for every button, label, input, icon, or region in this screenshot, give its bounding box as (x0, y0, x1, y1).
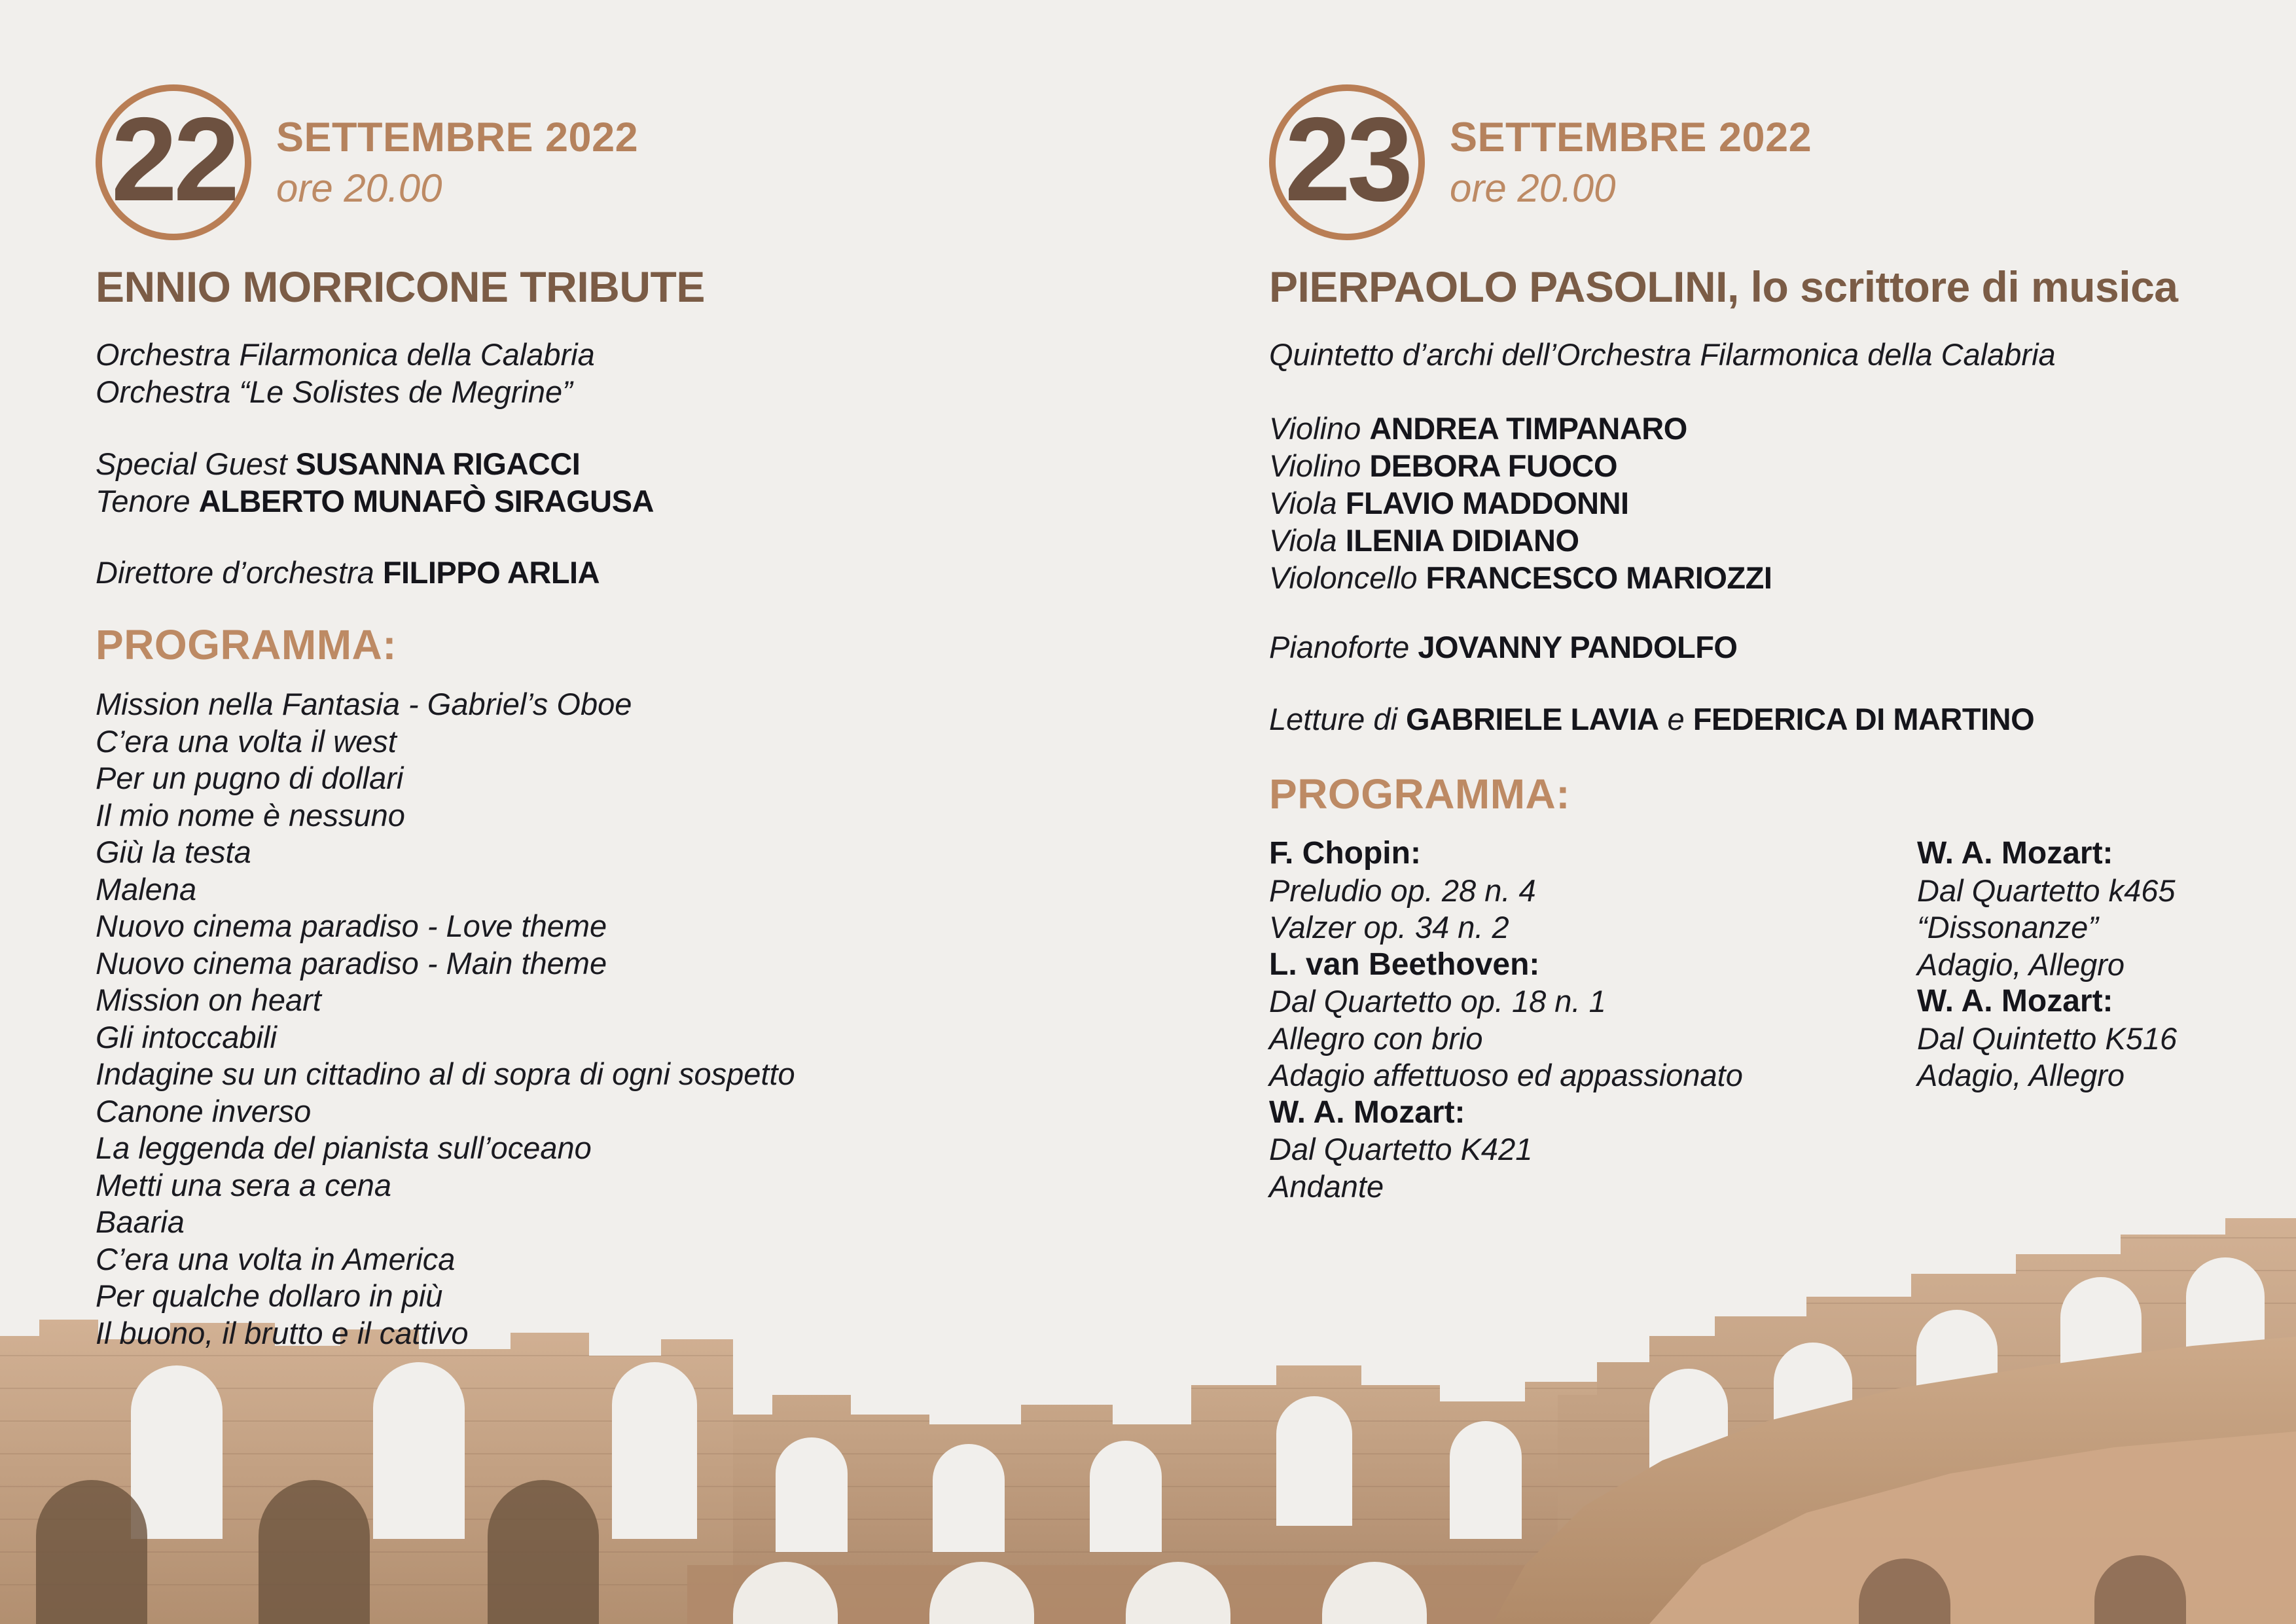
program-item: Metti una sera a cena (96, 1167, 391, 1202)
credit-name: JOVANNY PANDOLFO (1418, 630, 1738, 664)
credit-line (1269, 447, 2296, 484)
date-day: 23 (1284, 92, 1410, 226)
program-item: Mission on heart (96, 983, 321, 1017)
credit-name: SUSANNA RIGACCI (295, 446, 581, 481)
ensembles (96, 336, 1156, 410)
quintet-credits (1269, 410, 2296, 596)
credit-role: Tenore (96, 484, 190, 518)
work: Valzer op. 34 n. 2 (1269, 910, 1509, 945)
credit-role: Violino (1269, 411, 1361, 446)
event-title: PIERPAOLO PASOLINI, lo scrittore di musica (1269, 262, 2178, 311)
ensemble-line: Orchestra “Le Solistes de Megrine” (96, 374, 573, 409)
composer: L. van Beethoven: (1269, 947, 1540, 982)
program-item: Gli intoccabili (96, 1019, 277, 1055)
reader-name: GABRIELE LAVIA (1406, 702, 1659, 736)
credit-role: Special Guest (96, 446, 287, 481)
programma-heading: PROGRAMMA: (1269, 770, 1571, 818)
ensemble-line: Orchestra Filarmonica della Calabria (96, 337, 595, 372)
ensembles (1269, 336, 2296, 373)
program-columns (1269, 835, 2296, 1205)
credit-line (1269, 522, 2296, 559)
program-item: Per qualche dollaro in più (96, 1278, 443, 1313)
letture-conjunction: e (1667, 702, 1685, 736)
work: Dal Quartetto op. 18 n. 1 (1269, 984, 1606, 1019)
ensemble-line: Quintetto d’archi dell’Orchestra Filarmonica della Calabria (1269, 337, 2056, 372)
event-title: ENNIO MORRICONE TRIBUTE (96, 262, 705, 311)
date-day: 22 (111, 92, 236, 226)
work: Dal Quintetto K516 (1917, 1020, 2178, 1056)
credit-line (1269, 700, 2296, 738)
program-item: Il mio nome è nessuno (96, 797, 405, 833)
program-item: Canone inverso (96, 1093, 312, 1128)
credit-name: ILENIA DIDIANO (1345, 523, 1579, 558)
credit-name: FILIPPO ARLIA (382, 555, 600, 590)
work: Dal Quartetto K421 (1269, 1132, 1533, 1166)
letture-prefix: Letture di (1269, 702, 1397, 736)
date-time: ore 20.00 (1450, 166, 1616, 210)
program-item: C’era una volta il west (96, 723, 397, 759)
credit-line (96, 482, 1156, 520)
date-time: ore 20.00 (276, 166, 442, 210)
guest-credits (96, 445, 1156, 520)
credit-name: FRANCESCO MARIOZZI (1426, 560, 1772, 595)
program-list (96, 686, 1156, 1352)
program-item: Giù la testa (96, 835, 251, 869)
program-item: Per un pugno di dollari (96, 761, 404, 795)
program-subcolumn-2 (1917, 835, 2177, 1205)
date-circle (96, 84, 251, 240)
date-badge-23 (1269, 84, 2296, 241)
composer: F. Chopin: (1269, 836, 1421, 871)
credit-role: Viola (1269, 486, 1337, 520)
work: Andante (1269, 1168, 1384, 1204)
date-text (1450, 114, 1812, 210)
credit-line (96, 554, 1156, 591)
program-item: Il buono, il brutto e il cattivo (96, 1315, 469, 1350)
event-column-23 (1269, 84, 2296, 1205)
program-subcolumn-1 (1269, 835, 1917, 1205)
date-text (276, 114, 638, 210)
composer: W. A. Mozart: (1917, 836, 2113, 871)
work: Allegro con brio (1269, 1020, 1483, 1056)
credit-role: Direttore d’orchestra (96, 555, 374, 590)
composer: W. A. Mozart: (1269, 1094, 1465, 1130)
reader-name: FEDERICA DI MARTINO (1693, 702, 2035, 736)
credit-role: Pianoforte (1269, 630, 1410, 664)
date-circle (1269, 84, 1425, 240)
conductor-credit (96, 554, 1156, 591)
date-month: SETTEMBRE 2022 (276, 115, 639, 161)
date-badge-22 (96, 84, 1156, 241)
credit-name: DEBORA FUOCO (1369, 448, 1618, 483)
work: Dal Quartetto k465 (1917, 873, 2176, 908)
work: Preludio op. 28 n. 4 (1269, 873, 1536, 908)
credit-role: Violoncello (1269, 560, 1418, 595)
credit-role: Violino (1269, 448, 1361, 483)
date-month: SETTEMBRE 2022 (1450, 115, 1812, 161)
credit-line (1269, 484, 2296, 522)
credit-name: FLAVIO MADDONNI (1345, 486, 1629, 520)
program-item: Nuovo cinema paradiso - Love theme (96, 909, 607, 943)
credit-line (1269, 410, 2296, 447)
work: Adagio, Allegro (1917, 1058, 2125, 1092)
programma-heading: PROGRAMMA: (96, 621, 397, 668)
program-item: Mission nella Fantasia - Gabriel’s Oboe (96, 687, 632, 721)
work: Adagio, Allegro (1917, 947, 2125, 982)
credit-name: ANDREA TIMPANARO (1369, 411, 1687, 446)
program-item: Baaria (96, 1204, 185, 1239)
credit-line (1269, 559, 2296, 596)
composer: W. A. Mozart: (1917, 984, 2113, 1019)
program-item: Malena (96, 871, 197, 907)
credit-line (1269, 628, 2296, 666)
piano-credit (1269, 628, 2296, 666)
program-item: Nuovo cinema paradiso - Main theme (96, 945, 607, 981)
credit-name: ALBERTO MUNAFÒ SIRAGUSA (198, 484, 654, 518)
event-column-22 (96, 84, 1156, 1352)
readers-credit (1269, 700, 2296, 738)
work: “Dissonanze” (1917, 910, 2098, 945)
work: Adagio affettuoso ed appassionato (1269, 1058, 1743, 1092)
program-item: C’era una volta in America (96, 1241, 456, 1276)
credit-role: Viola (1269, 523, 1337, 558)
program-item: Indagine su un cittadino al di sopra di ogni sospetto (96, 1056, 795, 1091)
credit-line (96, 445, 1156, 482)
program-item: La leggenda del pianista sull’oceano (96, 1130, 592, 1165)
